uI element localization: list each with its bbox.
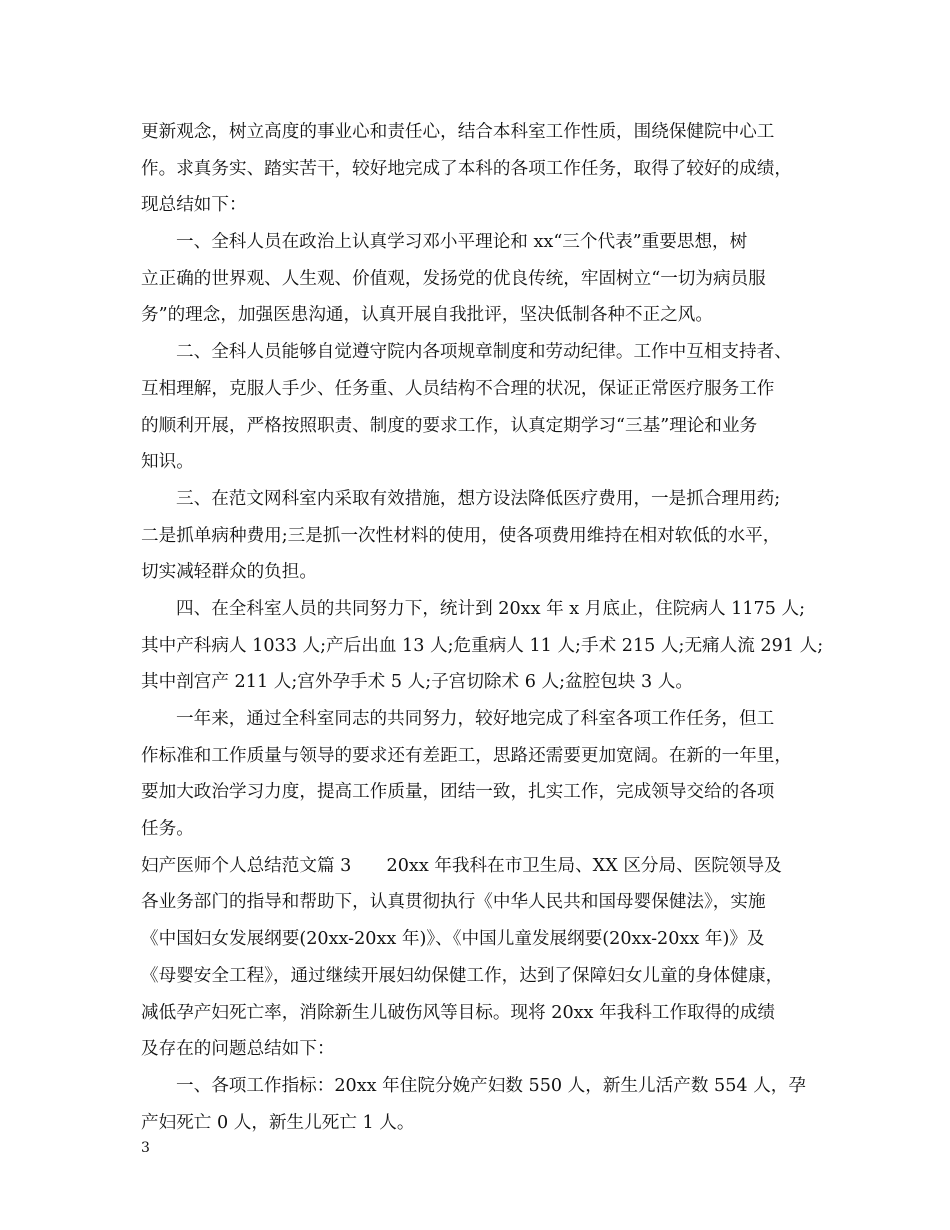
text-line: 互相理解，克服人手少、任务重、人员结构不合理的状况，保证正常医疗服务工作	[141, 378, 775, 399]
text-line: 及存在的问题总结如下：	[141, 1039, 335, 1060]
text-line: 其中剖宫产 211 人;宫外孕手术 5 人;子宫切除术 6 人;盆腔包块 3 人。	[141, 672, 693, 693]
paragraph-start-line: 一、各项工作指标：20xx 年住院分娩产妇数 550 人，新生儿活产数 554 人，孕	[176, 1075, 806, 1096]
text-line: 立正确的世界观、人生观、价值观，发扬党的优良传统，牢固树立“一切为病员服	[141, 268, 766, 289]
text-line: 其中产科病人 1033 人;产后出血 13 人;危重病人 11 人;手术 215 人;无痛人流 291 人;	[141, 635, 824, 656]
text-line: 产妇死亡 0 人，新生儿死亡 1 人。	[141, 1112, 415, 1133]
text-line: 要加大政治学习力度，提高工作质量，团结一致，扎实工作，完成领导交给的各项	[141, 782, 775, 803]
section-heading-line: 妇产医师个人总结范文篇 3 20xx 年我科在市卫生局、XX 区分局、医院领导及	[141, 855, 782, 876]
text-line: 现总结如下：	[141, 195, 247, 216]
page-number: 3	[141, 1140, 150, 1156]
paragraph-start-line: 四、在全科室人员的共同努力下，统计到 20xx 年 x 月底止，住院病人 1175 人;	[176, 598, 806, 619]
paragraph-start-line: 三、在范文网科室内采取有效措施，想方设法降低医疗费用，一是抓合理用药;	[176, 488, 781, 509]
paragraph-start-line: 一、全科人员在政治上认真学习邓小平理论和 xx“三个代表”重要思想，树	[176, 232, 748, 253]
text-line: 切实减轻群众的负担。	[141, 562, 317, 583]
text-line: 知识。	[141, 452, 194, 473]
paragraph-start-line: 二、全科人员能够自觉遵守院内各项规章制度和劳动纪律。工作中互相支持者、	[176, 342, 792, 363]
text-line: 减低孕产妇死亡率，消除新生儿破伤风等目标。现将 20xx 年我科工作取得的成绩	[141, 1002, 776, 1023]
text-line: 的顺利开展，严格按照职责、制度的要求工作，认真定期学习“三基”理论和业务	[141, 415, 758, 436]
text-line: 作。求真务实、踏实苦干，较好地完成了本科的各项工作任务，取得了较好的成绩，	[141, 158, 792, 179]
text-line: 二是抓单病种费用;三是抓一次性材料的使用，使各项费用维持在相对软低的水平，	[141, 525, 781, 546]
text-line: 《母婴安全工程》，通过继续开展妇幼保健工作，达到了保障妇女儿童的身体健康，	[141, 965, 784, 986]
text-line: 各业务部门的指导和帮助下，认真贯彻执行《中华人民共和国母婴保健法》，实施	[141, 892, 766, 913]
text-line: 作标准和工作质量与领导的要求还有差距工，思路还需要更加宽阔。在新的一年里，	[141, 745, 792, 766]
text-line: 更新观念，树立高度的事业心和责任心，结合本科室工作性质，围绕保健院中心工	[141, 122, 775, 142]
text-line: 务”的理念，加强医患沟通，认真开展自我批评，坚决低制各种不正之风。	[141, 305, 713, 326]
paragraph-start-line: 一年来，通过全科室同志的共同努力，较好地完成了科室各项工作任务，但工	[176, 709, 775, 729]
text-line: 任务。	[141, 819, 194, 840]
document-body	[141, 114, 831, 1141]
text-line: 《中国妇女发展纲要(20xx-20xx 年)》、《中国儿童发展纲要(20xx-20xx 年)》及	[141, 929, 765, 950]
